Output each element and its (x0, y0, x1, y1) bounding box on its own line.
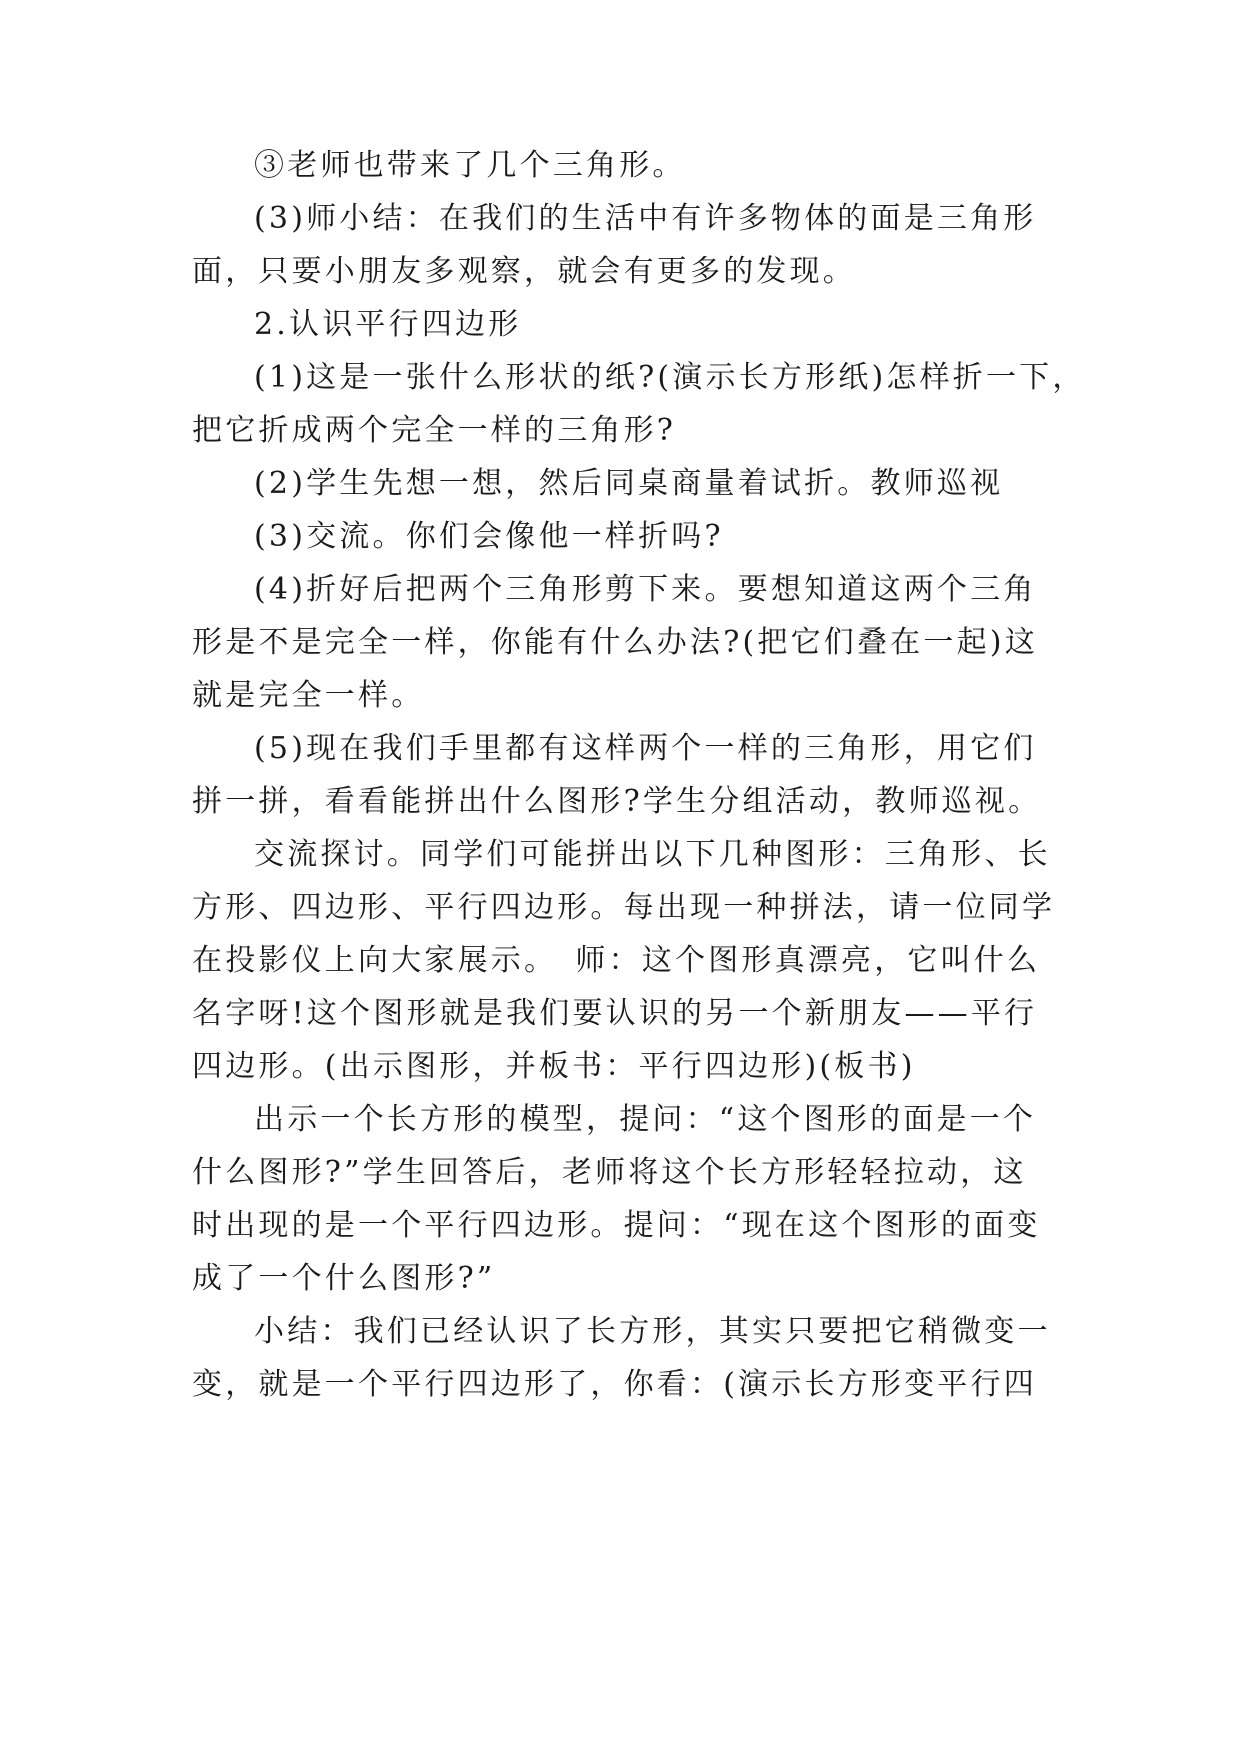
text-line: 时出现的是一个平行四边形。提问：“现在这个图形的面变 (192, 1208, 1041, 1243)
text-line: 名字呀!这个图形就是我们要认识的另一个新朋友——平行 (192, 996, 1038, 1031)
text-line: 什么图形?”学生回答后，老师将这个长方形轻轻拉动，这 (192, 1155, 1027, 1190)
text-line: ③老师也带来了几个三角形。 (254, 148, 686, 183)
text-line: 出示一个长方形的模型，提问：“这个图形的面是一个 (254, 1102, 1037, 1137)
text-line: (4)折好后把两个三角形剪下来。要想知道这两个三角 (254, 572, 1037, 607)
text-line: 形是不是完全一样，你能有什么办法?(把它们叠在一起)这 (192, 625, 1038, 660)
text-line: (2)学生先想一想，然后同桌商量着试折。教师巡视 (254, 466, 1004, 501)
text-line: 变，就是一个平行四边形了，你看：(演示长方形变平行四 (192, 1367, 1037, 1402)
text-line: 就是完全一样。 (192, 678, 425, 713)
text-line: 面，只要小朋友多观察，就会有更多的发现。 (192, 254, 856, 289)
text-line: 拼一拼，看看能拼出什么图形?学生分组活动，教师巡视。 (192, 784, 1042, 819)
text-line: (3)交流。你们会像他一样折吗? (254, 519, 724, 554)
section-heading: 2.认识平行四边形 (254, 307, 522, 342)
text-line: 把它折成两个完全一样的三角形? (192, 413, 677, 448)
text-line: 交流探讨。同学们可能拼出以下几种图形：三角形、长 (254, 837, 1051, 872)
text-line: (5)现在我们手里都有这样两个一样的三角形，用它们 (254, 731, 1037, 766)
text-line: 四边形。(出示图形，并板书：平行四边形)(板书) (192, 1049, 916, 1084)
text-line: 小结：我们已经认识了长方形，其实只要把它稍微变一 (254, 1314, 1051, 1349)
text-line: (3)师小结：在我们的生活中有许多物体的面是三角形 (254, 201, 1037, 236)
text-line: 在投影仪上向大家展示。 师：这个图形真漂亮，它叫什么 (192, 943, 1041, 978)
text-line: (1)这是一张什么形状的纸?(演示长方形纸)怎样折一下， (254, 360, 1086, 395)
text-line: 成了一个什么图形?” (192, 1261, 496, 1296)
text-line: 方形、四边形、平行四边形。每出现一种拼法，请一位同学 (192, 890, 1056, 925)
